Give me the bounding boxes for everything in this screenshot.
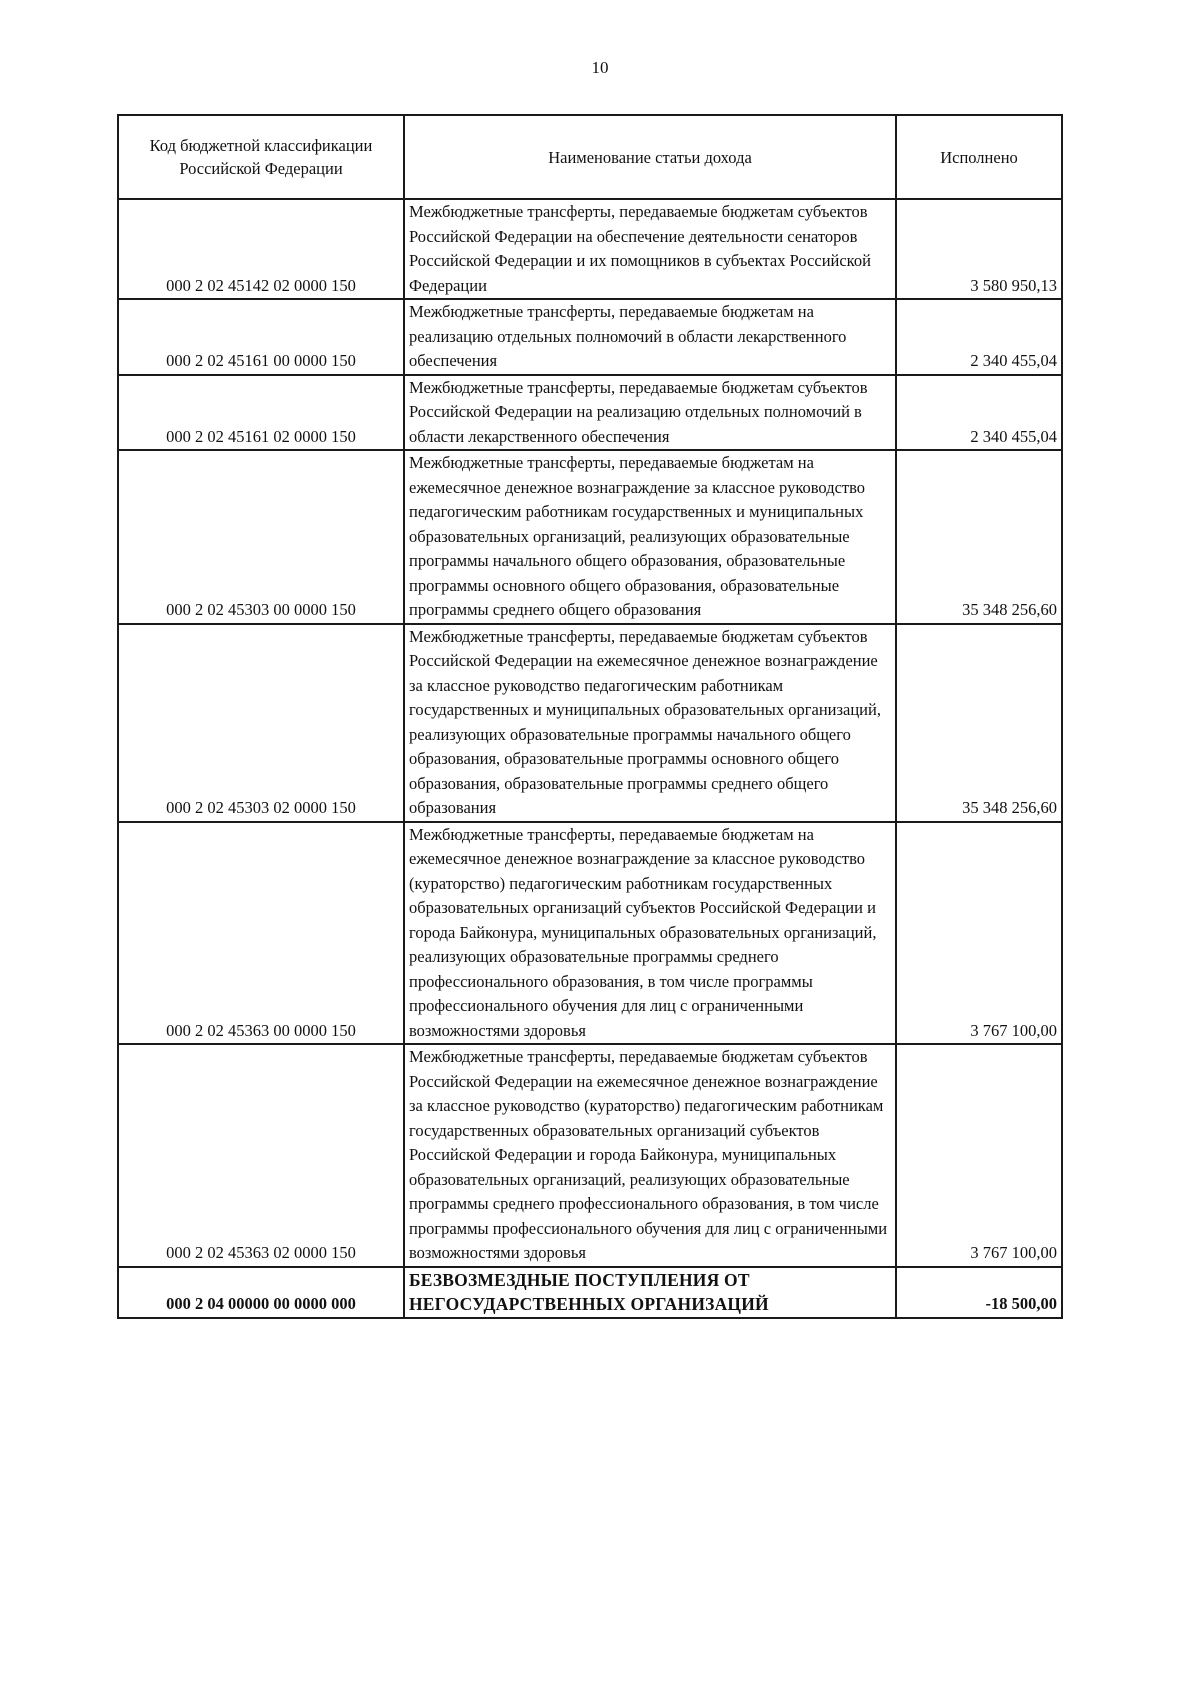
row-name: Межбюджетные трансферты, передаваемые бюджетам на ежемесячное денежное вознаграждение за классное руководство (кураторство) педагогическим работникам государственных образовательных организаций субъектов Российской Федерации и города Байконура, муниципальных образовательных организаций, реализующих образовательные программы среднего профессионального образования, в том числе программы профессионального обучения для лиц с ограниченными возможностями здоровья [404, 822, 896, 1045]
header-code: Код бюджетной классификации Российской Федерации [118, 115, 404, 199]
row-name: Межбюджетные трансферты, передаваемые бюджетам субъектов Российской Федерации на обеспечение деятельности сенаторов Российской Федерации и их помощников в субъектах Российской Федерации [404, 199, 896, 299]
row-amount: 3 580 950,13 [896, 199, 1062, 299]
table-row [118, 299, 1062, 375]
row-name: Межбюджетные трансферты, передаваемые бюджетам субъектов Российской Федерации на реализацию отдельных полномочий в области лекарственного обеспечения [404, 375, 896, 451]
row-amount: 35 348 256,60 [896, 624, 1062, 822]
table-row [118, 1044, 1062, 1267]
row-amount: 2 340 455,04 [896, 375, 1062, 451]
row-code: 000 2 04 00000 00 0000 000 [118, 1267, 404, 1318]
row-amount: 3 767 100,00 [896, 822, 1062, 1045]
table-row [118, 624, 1062, 822]
header-name: Наименование статьи дохода [404, 115, 896, 199]
row-name: Межбюджетные трансферты, передаваемые бюджетам на реализацию отдельных полномочий в области лекарственного обеспечения [404, 299, 896, 375]
table-row [118, 375, 1062, 451]
table-row [118, 822, 1062, 1045]
page-number: 10 [591, 58, 609, 77]
row-code: 000 2 02 45142 02 0000 150 [118, 199, 404, 299]
table-header-row [118, 115, 1062, 199]
row-code: 000 2 02 45161 00 0000 150 [118, 299, 404, 375]
table-row [118, 199, 1062, 299]
table-row [118, 450, 1062, 624]
row-name: Межбюджетные трансферты, передаваемые бюджетам субъектов Российской Федерации на ежемесячное денежное вознаграждение за классное руководство (кураторство) педагогическим работникам государственных образовательных организаций субъектов Российской Федерации и города Байконура, муниципальных образовательных организаций, реализующих образовательные программы среднего профессионального образования, в том числе программы профессионального обучения для лиц с ограниченными возможностями здоровья [404, 1044, 896, 1267]
row-amount: 35 348 256,60 [896, 450, 1062, 624]
revenue-table [117, 114, 1063, 1319]
row-code: 000 2 02 45363 02 0000 150 [118, 1044, 404, 1267]
row-name: Межбюджетные трансферты, передаваемые бюджетам на ежемесячное денежное вознаграждение за классное руководство педагогическим работникам государственных и муниципальных образовательных организаций, реализующих образовательные программы начального общего образования, образовательные программы основного общего образования, образовательные программы среднего общего образования [404, 450, 896, 624]
row-code: 000 2 02 45363 00 0000 150 [118, 822, 404, 1045]
row-amount: 2 340 455,04 [896, 299, 1062, 375]
row-amount: -18 500,00 [896, 1267, 1062, 1318]
row-amount: 3 767 100,00 [896, 1044, 1062, 1267]
row-code: 000 2 02 45303 02 0000 150 [118, 624, 404, 822]
row-code: 000 2 02 45303 00 0000 150 [118, 450, 404, 624]
header-executed: Исполнено [896, 115, 1062, 199]
row-name: Межбюджетные трансферты, передаваемые бюджетам субъектов Российской Федерации на ежемесячное денежное вознаграждение за классное руководство педагогическим работникам государственных и муниципальных образовательных организаций, реализующих образовательные программы начального общего образования, образовательные программы основного общего образования, образовательные программы среднего общего образования [404, 624, 896, 822]
row-name: БЕЗВОЗМЕЗДНЫЕ ПОСТУПЛЕНИЯ ОТ НЕГОСУДАРСТВЕННЫХ ОРГАНИЗАЦИЙ [404, 1267, 896, 1318]
row-code: 000 2 02 45161 02 0000 150 [118, 375, 404, 451]
table-row-total [118, 1267, 1062, 1318]
